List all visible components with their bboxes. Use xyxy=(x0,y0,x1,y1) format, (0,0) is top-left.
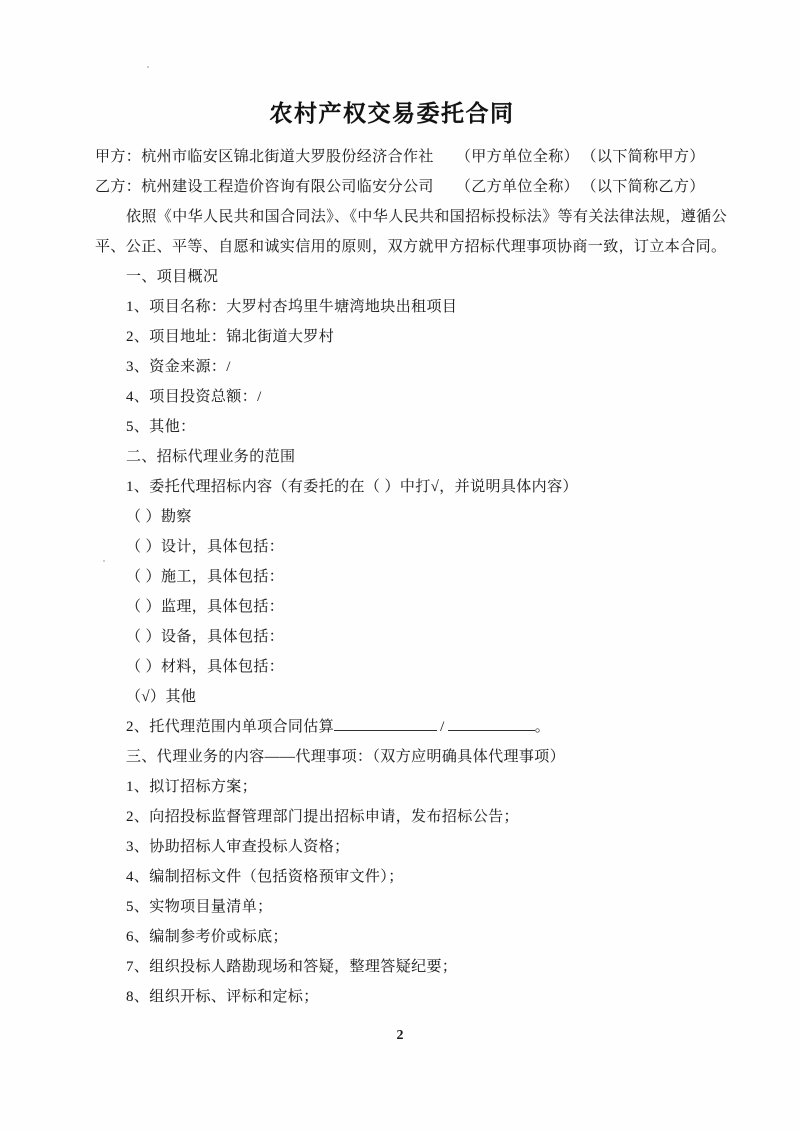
blank-underline xyxy=(448,717,535,731)
contract-title: 农村产权交易委托合同 xyxy=(269,101,515,126)
checkbox-option-qita-checked xyxy=(95,682,689,712)
checkbox-option-shebei xyxy=(95,622,689,652)
agency-task-item: 1、拟订招标方案； xyxy=(126,779,258,795)
scan-speck xyxy=(103,560,105,562)
section2-intro: 1、委托代理招标内容（有委托的在（ ）中打√，并说明具体内容） xyxy=(126,479,578,495)
party-label: 甲方： xyxy=(95,149,142,165)
party-fullname-note: （乙方单位全称） xyxy=(455,179,580,195)
preamble-line: 平、公正、平等、自愿和诚实信用的原则，双方就甲方招标代理事项协商一致，订立本合同。 xyxy=(95,239,727,255)
section1-heading: 一、项目概况 xyxy=(126,269,219,285)
checkbox-mark: （ ） xyxy=(126,629,161,645)
party-fullname-note: （甲方单位全称） xyxy=(455,149,580,165)
slash-separator: / xyxy=(440,719,445,735)
party-line-yifang xyxy=(95,172,705,202)
party-name: 杭州市临安区锦北街道大罗股份经济合作社 xyxy=(141,149,434,165)
agency-task-item: 4、编制招标文件（包括资格预审文件）； xyxy=(126,869,404,885)
party-line-jiafang xyxy=(95,142,705,172)
option-label: 监理，具体包括： xyxy=(160,599,285,615)
estimate-period: 。 xyxy=(534,719,551,735)
agency-task-item: 6、编制参考价或标底； xyxy=(126,929,288,945)
estimate-text: 2、托代理范围内单项合同估算 xyxy=(126,719,335,735)
checkbox-mark: （ ） xyxy=(126,509,161,525)
checkbox-mark: （ ） xyxy=(126,599,161,615)
party-label: 乙方： xyxy=(95,179,142,195)
checkbox-option-sheji xyxy=(95,532,689,562)
agency-task-item: 3、协助招标人审查投标人资格； xyxy=(126,839,350,855)
party-shortname-note: （以下简称甲方） xyxy=(589,149,705,165)
agency-task-item: 7、组织投标人踏勘现场和答疑，整理答疑纪要； xyxy=(126,959,458,975)
party-shortname-note: （以下简称乙方） xyxy=(589,179,705,195)
checkbox-option-cailiao xyxy=(95,652,689,682)
agency-task-item: 5、实物项目量清单； xyxy=(126,899,273,915)
option-label: 设计，具体包括： xyxy=(160,539,285,555)
checkbox-mark: （ ） xyxy=(126,569,161,585)
section2-heading: 二、招标代理业务的范围 xyxy=(126,449,296,465)
option-label: 材料，具体包括： xyxy=(160,659,285,675)
project-item: 5、其他： xyxy=(126,419,196,435)
checkbox-mark-checked: （√） xyxy=(126,689,166,705)
agency-task-item: 2、向招投标监督管理部门提出招标申请，发布招标公告； xyxy=(126,809,519,825)
checkbox-option-shigong xyxy=(95,562,689,592)
estimate-line xyxy=(95,712,689,742)
checkbox-option-kancha xyxy=(95,502,689,532)
project-item: 1、项目名称：大罗村杏坞里牛塘湾地块出租项目 xyxy=(126,299,458,315)
party-name: 杭州建设工程造价咨询有限公司临安分公司 xyxy=(141,179,434,195)
section3-heading: 三、代理业务的内容——代理事项：（双方应明确具体代理事项） xyxy=(126,749,566,765)
option-label: 其他 xyxy=(165,689,197,705)
contract-body xyxy=(95,98,728,1012)
project-item: 3、资金来源：/ xyxy=(126,359,231,375)
checkbox-mark: （ ） xyxy=(126,659,161,675)
scan-speck xyxy=(147,66,149,68)
blank-underline xyxy=(334,717,437,731)
agency-task-item: 8、组织开标、评标和定标； xyxy=(126,989,319,1005)
checkbox-mark: （ ） xyxy=(126,539,161,555)
preamble-line: 依照《中华人民共和国合同法》、《中华人民共和国招标投标法》等有关法律法规，遵循公 xyxy=(126,209,728,225)
option-label: 施工，具体包括： xyxy=(160,569,285,585)
page-number: 2 xyxy=(396,1028,404,1043)
option-label: 设备，具体包括： xyxy=(160,629,285,645)
project-item: 4、项目投资总额：/ xyxy=(126,389,262,405)
project-item: 2、项目地址：锦北街道大罗村 xyxy=(126,329,335,345)
checkbox-option-jianli xyxy=(95,592,689,622)
option-label: 勘察 xyxy=(160,509,192,525)
